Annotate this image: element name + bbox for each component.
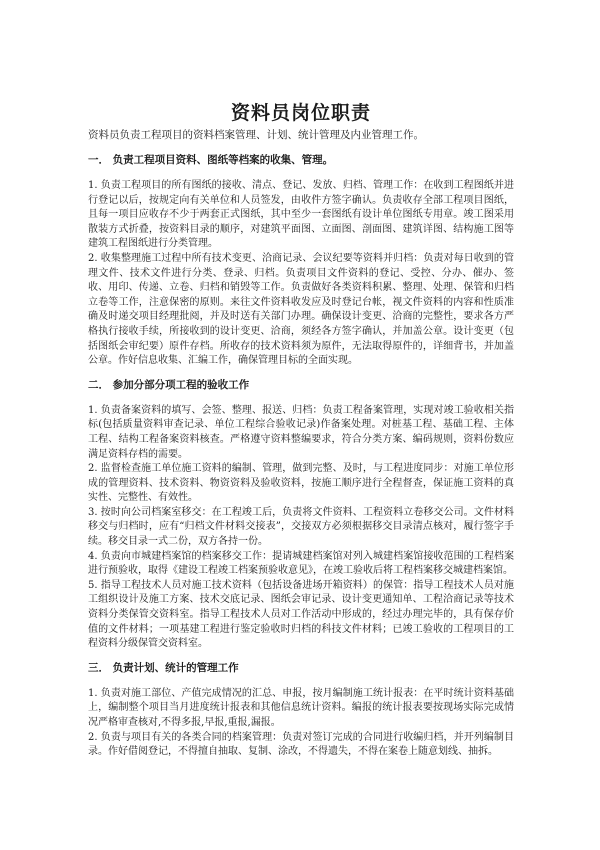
section-2-paragraph-5: 5. 指导工程技术人员对施工技术资料（包括设备进场开箱资料）的保管：指导工程技术人员对施工组织设计及施工方案、技术交底记录、图纸会审记录、设计变更通知单、工程洽商记录等技术资料分类保管交资料室。指导工程技术人员对工作活动中形成的，经过办理完毕的，具有保存价值的文件材料；一项基建工程进行鉴定验收时归档的科技文件材料；已竣工验收的工程项目的工程资料分级保管交资料室。 bbox=[88, 579, 514, 650]
section-1-paragraph-2: 2. 收集整理施工过程中所有技术变更、洽商记录、会议纪要等资料并归档：负责对每日收到的管理文件、技术文件进行分类、登录、归档。负责项目文件资料的登记、受控、分办、催办、签收、用印、传递、立卷、归档和销毁等工作。负责做好各类资料积累、整理、处理、保管和归档立卷等工作，注意保密的原则。来往文件资料收发应及时登记台帐，视文件资料的内容和性质准确及时递交项目经理批阅，并及时送有关部门办理。确保设计变更、洽商的完整性，要求各方严格执行接收手续，所接收到的设计变更、洽商，须经各方签字确认，并加盖公章。设计变更（包括图纸会审纪要）原件存档。所收存的技术资料须为原件，无法取得原件的，详细背书，并加盖公章。作好信息收集、汇编工作，确保管理目标的全面实现。 bbox=[88, 252, 514, 367]
section-2-paragraph-2: 2. 监督检查施工单位施工资料的编制、管理，做到完整、及时，与工程进度同步：对施工单位形成的管理资料、技术资料、物资资料及验收资料，按施工顺序进行全程督查，保证施工资料的真实性、完整性、有效性。 bbox=[88, 463, 514, 504]
section-heading-2: 二． 参加分部分项工程的验收工作 bbox=[88, 378, 250, 391]
document-intro: 资料员负责工程项目的资料档案管理、计划、统计管理及内业管理工作。 bbox=[88, 129, 424, 141]
section-1-paragraph-1: 1. 负责工程项目的所有图纸的接收、清点、登记、发放、归档、管理工作：在收到工程图纸并进行登记以后，按规定向有关单位和人员签发，由收件方签字确认。负责收存全部工程项目图纸，且每一项目应收存不少于两套正式图纸，其中至少一套图纸有设计单位图纸专用章。竣工图采用散装方式折叠，按资料目录的顺序，对建筑平面图、立面图、剖面图、建筑详图、结构施工图等建筑工程图纸进行分类管理。 bbox=[88, 180, 514, 250]
section-3-paragraph-1: 1. 负责对施工部位、产值完成情况的汇总、申报，按月编制施工统计报表：在平时统计资料基础上，编制整个项目当月进度统计报表和其他信息统计资料。编报的统计报表要按现场实际完成情况严格审查核对,不得多报,早报,重报,漏报。 bbox=[88, 687, 514, 728]
section-heading-3: 三． 负责计划、统计的管理工作 bbox=[88, 661, 239, 674]
section-heading-1: 一． 负责工程项目资料、图纸等档案的收集、管理。 bbox=[88, 154, 334, 166]
section-2-paragraph-3: 3. 按时向公司档案室移交：在工程竣工后，负责将文件资料、工程资料立卷移交公司。文件材料移交与归档时，应有“归档文件材料交接表”，交接双方必须根据移交目录清点核对，履行签字手续。移交目录一式二份，双方各持一份。 bbox=[88, 506, 514, 548]
section-2-paragraph-4: 4. 负责向市城建档案馆的档案移交工作：提请城建档案馆对列入城建档案馆接收范围的工程档案进行预验收，取得《建设工程竣工档案预验收意见》，在竣工验收后将工程档案移交城建档案馆。 bbox=[88, 550, 514, 577]
section-3-paragraph-2: 2. 负责与项目有关的各类合同的档案管理：负责对签订完成的合同进行收编归档，并开列编制目录。作好借阅登记，不得擅自抽取、复制、涂改，不得遗失，不得在案卷上随意划线、抽拆。 bbox=[88, 731, 514, 758]
document-page bbox=[88, 100, 514, 760]
document-title: 资料员岗位职责 bbox=[230, 102, 371, 124]
section-2-paragraph-1: 1. 负责备案资料的填写、会签、整理、报送、归档：负责工程备案管理，实现对竣工验收相关指标(包括质量资料审查记录、单位工程综合验收记录)作备案处理。对桩基工程、基础工程、主体工程、结构工程备案资料核查。严格遵守资料整编要求，符合分类方案、编码规则，资料份数应满足资料存档的需要。 bbox=[88, 404, 514, 460]
